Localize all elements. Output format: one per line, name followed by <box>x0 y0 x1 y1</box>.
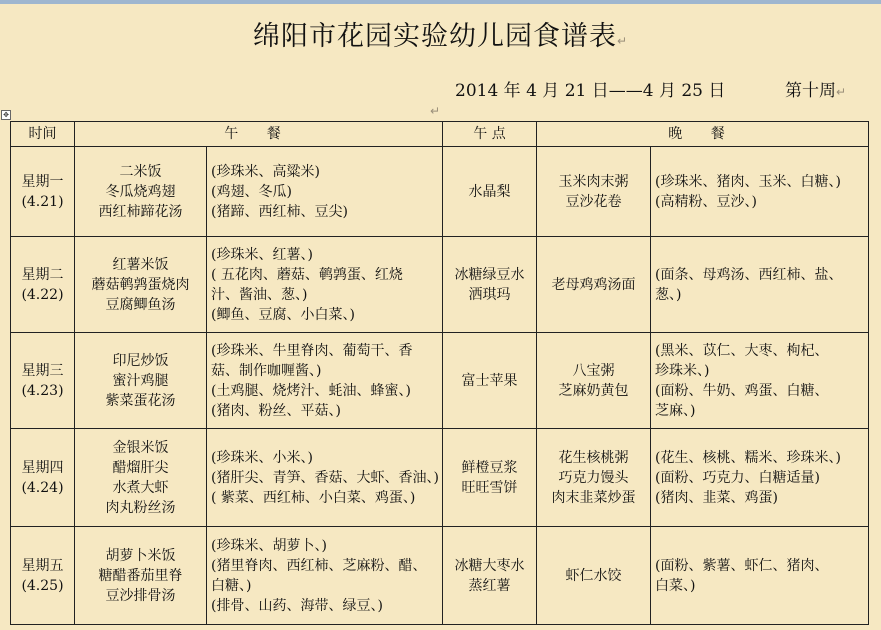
dinner-dishes-cell-line: 八宝粥 <box>572 362 615 379</box>
lunch-ingredients-cell-line: (珍珠米、牛里脊肉、葡萄干、香 <box>211 342 413 359</box>
dinner-dishes-cell <box>537 527 651 625</box>
lunch-ingredients-cell-line: (排骨、山药、海带、绿豆、) <box>211 597 383 614</box>
lunch-ingredients-cell-line: 汁、酱油、葱、) <box>211 286 308 303</box>
weekday-label: 星期五 <box>21 557 64 574</box>
snack-cell-line: 冰糖绿豆水 <box>454 266 525 283</box>
table-row <box>11 237 869 333</box>
dinner-ingredients-cell-line: (面粉、牛奶、鸡蛋、白糖、 <box>655 382 829 399</box>
dinner-ingredients-cell-line: 葱、) <box>655 286 682 303</box>
lunch-ingredients-cell-line: (鸡翅、冬瓜) <box>211 183 292 200</box>
lunch-dishes-cell-line: 西红柿蹄花汤 <box>98 203 183 220</box>
dinner-ingredients-cell <box>651 237 869 333</box>
date-label: (4.23) <box>21 382 64 399</box>
weekday-label: 星期四 <box>21 459 64 476</box>
date-label: (4.21) <box>21 193 64 210</box>
table-move-handle-icon[interactable]: ✥ <box>1 110 11 120</box>
day-cell <box>11 237 75 333</box>
menu-table <box>10 121 869 625</box>
lunch-dishes-cell-line: 豆腐鲫鱼汤 <box>105 296 176 313</box>
lunch-ingredients-cell-line: (土鸡腿、烧烤汁、蚝油、蜂蜜、) <box>211 382 411 399</box>
weekday-label: 星期三 <box>21 362 64 379</box>
window-top-border <box>0 0 881 4</box>
dinner-dishes-cell <box>537 147 651 237</box>
lunch-dishes-cell-line: 冬瓜烧鸡翅 <box>105 183 176 200</box>
dinner-dishes-cell-line: 花生核桃粥 <box>558 449 629 466</box>
lunch-dishes-cell <box>75 527 207 625</box>
dinner-dishes-cell <box>537 333 651 429</box>
lunch-ingredients-cell <box>207 333 443 429</box>
lunch-dishes-cell-line: 印尼炒饭 <box>112 352 169 369</box>
snack-cell-line: 蒸红薯 <box>468 577 511 594</box>
snack-cell-line: 鲜橙豆浆 <box>461 459 518 476</box>
lunch-ingredients-cell-line: ( 紫菜、西红柿、小白菜、鸡蛋、) <box>211 489 416 506</box>
lunch-dishes-cell-line: 胡萝卜米饭 <box>105 547 176 564</box>
weekday-label: 星期一 <box>21 173 64 190</box>
day-cell <box>11 333 75 429</box>
date-label: (4.22) <box>21 286 64 303</box>
snack-cell <box>443 237 537 333</box>
lunch-ingredients-cell-line: (猪里脊肉、西红柿、芝麻粉、醋、 <box>211 557 427 574</box>
snack-cell-line: 洒琪玛 <box>468 286 511 303</box>
lunch-ingredients-cell-line: 白糖、) <box>211 577 252 594</box>
lunch-dishes-cell <box>75 147 207 237</box>
dinner-ingredients-cell-line: 珍珠米、) <box>655 362 710 379</box>
dinner-ingredients-cell-line: (猪肉、韭菜、鸡蛋) <box>655 489 778 506</box>
snack-cell-line: 旺旺雪饼 <box>461 479 518 496</box>
dinner-ingredients-cell-line: (面粉、巧克力、白糖适量) <box>655 469 820 486</box>
header-time: 时间 <box>11 122 75 147</box>
table-row <box>11 333 869 429</box>
snack-cell <box>443 147 537 237</box>
dinner-dishes-cell-line: 老母鸡鸡汤面 <box>551 276 636 293</box>
lunch-dishes-cell <box>75 429 207 527</box>
dinner-dishes-cell-line: 巧克力馒头 <box>558 469 629 486</box>
dinner-ingredients-cell-line: 芝麻、) <box>655 402 696 419</box>
date-label: (4.24) <box>21 479 64 496</box>
snack-cell-line: 水晶梨 <box>468 183 511 200</box>
day-cell <box>11 527 75 625</box>
lunch-dishes-cell-line: 二米饭 <box>119 163 162 180</box>
lunch-ingredients-cell-line: (珍珠米、红薯、) <box>211 246 313 263</box>
lunch-ingredients-cell-line: (珍珠米、小米、) <box>211 449 313 466</box>
lunch-ingredients-cell-line: (猪肝尖、青笋、香菇、大虾、香油、) <box>211 469 439 486</box>
lunch-ingredients-cell <box>207 429 443 527</box>
date-label: (4.25) <box>21 577 64 594</box>
lunch-ingredients-cell-line: (鲫鱼、豆腐、小白菜、) <box>211 306 355 323</box>
dinner-dishes-cell-line: 芝麻奶黄包 <box>558 382 629 399</box>
snack-cell <box>443 333 537 429</box>
lunch-ingredients-cell-line: (猪蹄、西红柿、豆尖) <box>211 203 348 220</box>
dinner-dishes-cell <box>537 237 651 333</box>
lunch-ingredients-cell-line: (猪肉、粉丝、平菇、) <box>211 402 341 419</box>
lunch-dishes-cell-line: 糖醋番茄里脊 <box>98 567 183 584</box>
lunch-ingredients-cell <box>207 527 443 625</box>
dinner-ingredients-cell <box>651 429 869 527</box>
dinner-ingredients-cell <box>651 333 869 429</box>
lunch-dishes-cell-line: 豆沙排骨汤 <box>105 587 176 604</box>
dinner-ingredients-cell-line: (黑米、苡仁、大枣、枸杞、 <box>655 342 829 359</box>
dinner-dishes-cell-line: 虾仁水饺 <box>565 567 622 584</box>
lunch-dishes-cell-line: 紫菜蛋花汤 <box>105 392 176 409</box>
dinner-ingredients-cell <box>651 147 869 237</box>
date-range: 2014 年 4 月 21 日——4 月 25 日 <box>455 81 726 101</box>
lunch-ingredients-cell <box>207 147 443 237</box>
header-dinner: 晚 餐 <box>537 122 869 147</box>
paragraph-mark-icon: ↵ <box>430 104 441 118</box>
lunch-ingredients-cell-line: 菇、制作咖喱酱、) <box>211 362 322 379</box>
page-title: 绵阳市花园实验幼儿园食谱表↵ <box>252 21 629 52</box>
dinner-dishes-cell <box>537 429 651 527</box>
lunch-ingredients-cell-line: (珍珠米、胡萝卜、) <box>211 537 327 554</box>
table-row <box>11 429 869 527</box>
dinner-ingredients-cell-line: 白菜、) <box>655 577 696 594</box>
lunch-dishes-cell-line: 蘑菇鹌鹑蛋烧肉 <box>91 276 190 293</box>
lunch-ingredients-cell <box>207 237 443 333</box>
dinner-dishes-cell-line: 玉米肉末粥 <box>558 173 629 190</box>
week-label: 第十周↵ <box>785 81 847 101</box>
lunch-dishes-cell-line: 水煮大虾 <box>112 479 169 496</box>
table-header-row <box>11 122 869 147</box>
lunch-dishes-cell-line: 红薯米饭 <box>112 256 169 273</box>
snack-cell <box>443 527 537 625</box>
dinner-ingredients-cell-line: (高精粉、豆沙、) <box>655 193 757 210</box>
snack-cell-line: 富士苹果 <box>461 372 518 389</box>
dinner-ingredients-cell-line: (珍珠米、猪肉、玉米、白糖、) <box>655 173 841 190</box>
lunch-dishes-cell-line: 蜜汁鸡腿 <box>112 372 169 389</box>
header-lunch: 午 餐 <box>75 122 443 147</box>
snack-cell-line: 冰糖大枣水 <box>454 557 525 574</box>
day-cell <box>11 429 75 527</box>
lunch-dishes-cell-line: 醋熘肝尖 <box>112 459 169 476</box>
paragraph-mark-icon: ↵ <box>836 85 847 99</box>
weekday-label: 星期二 <box>21 266 64 283</box>
paragraph-mark-icon: ↵ <box>616 34 629 48</box>
dinner-ingredients-cell <box>651 527 869 625</box>
header-snack: 午 点 <box>443 122 537 147</box>
dinner-ingredients-cell-line: (面粉、紫薯、虾仁、猪肉、 <box>655 557 829 574</box>
table-row <box>11 527 869 625</box>
lunch-dishes-cell <box>75 237 207 333</box>
lunch-ingredients-cell-line: ( 五花肉、蘑菇、鹌鹑蛋、红烧 <box>211 266 403 283</box>
lunch-dishes-cell <box>75 333 207 429</box>
table-row <box>11 147 869 237</box>
lunch-dishes-cell-line: 肉丸粉丝汤 <box>105 499 176 516</box>
dinner-dishes-cell-line: 肉末韭菜炒蛋 <box>551 489 636 506</box>
day-cell <box>11 147 75 237</box>
dinner-ingredients-cell-line: (面条、母鸡汤、西红柿、盐、 <box>655 266 843 283</box>
snack-cell <box>443 429 537 527</box>
dinner-ingredients-cell-line: (花生、核桃、糯米、珍珠米、) <box>655 449 841 466</box>
lunch-dishes-cell-line: 金银米饭 <box>112 439 169 456</box>
lunch-ingredients-cell-line: (珍珠米、高粱米) <box>211 163 320 180</box>
dinner-dishes-cell-line: 豆沙花卷 <box>565 193 622 210</box>
